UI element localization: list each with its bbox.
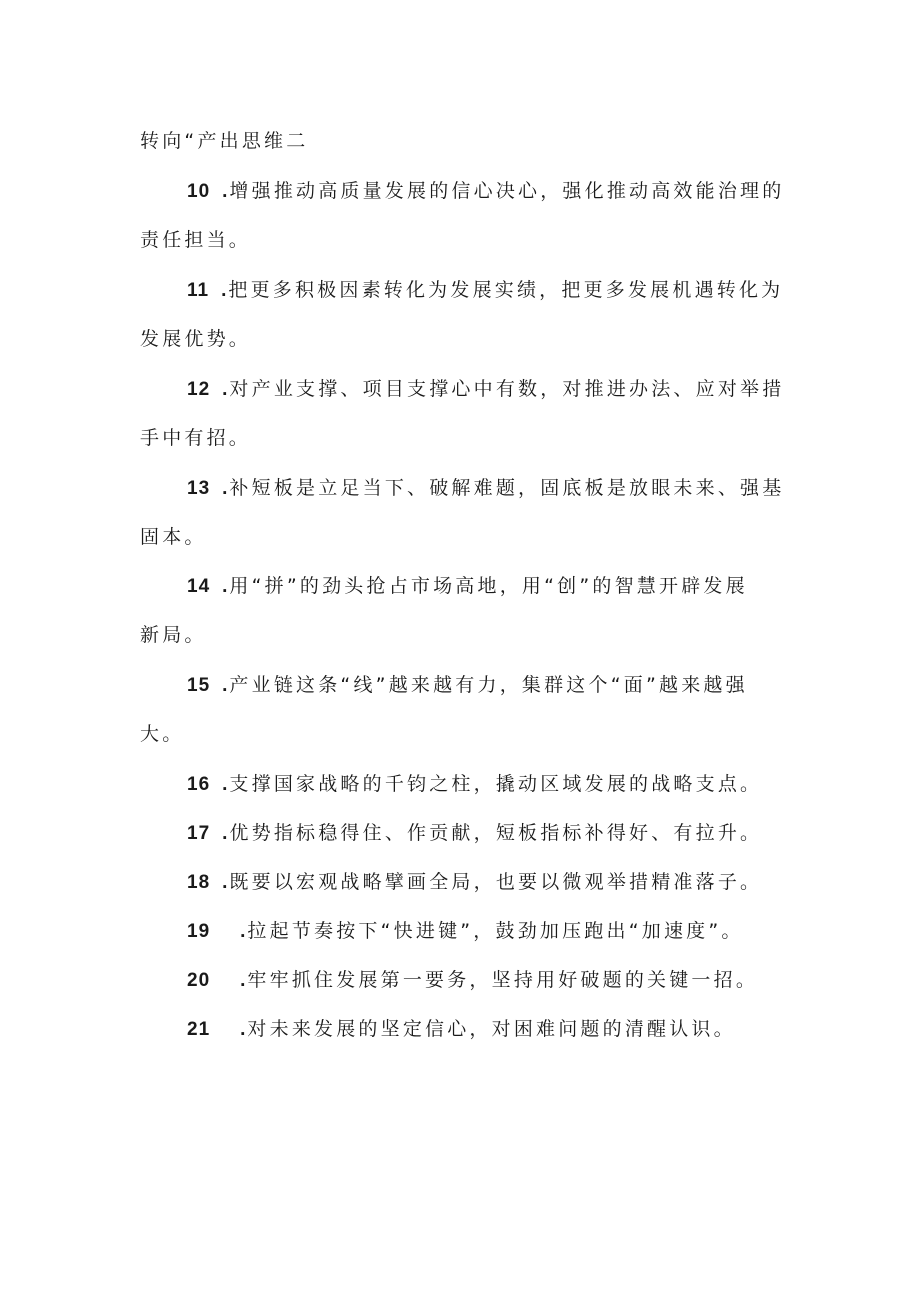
item-number: 14 <box>187 576 211 597</box>
item-number: 20 <box>187 970 211 991</box>
item-text: 把更多积极因素转化为发展实绩，把更多发展机遇转化为 <box>228 279 784 301</box>
list-item-17 <box>187 820 762 847</box>
item-number: 13 <box>187 478 211 499</box>
item-separator: . <box>240 921 246 942</box>
item-number: 21 <box>187 1019 211 1040</box>
item-number: 19 <box>187 921 211 942</box>
list-item-19 <box>187 918 744 945</box>
item-separator: . <box>222 181 228 202</box>
item-number: 10 <box>187 181 211 202</box>
list-item-14 <box>187 573 748 600</box>
list-item-10 <box>187 178 784 205</box>
item-text: 产业链这条“线”越来越有力，集群这个“面”越来越强 <box>229 674 748 696</box>
item-separator: . <box>222 478 228 499</box>
item-text: 增强推动高质量发展的信心决心，强化推动高效能治理的 <box>229 180 785 202</box>
item-separator: . <box>222 675 228 696</box>
item-number: 12 <box>187 379 211 400</box>
list-item-11 <box>187 277 783 304</box>
item-number: 16 <box>187 774 211 795</box>
item-text: 既要以宏观战略擘画全局，也要以微观举措精准落子。 <box>229 871 763 893</box>
item-separator: . <box>240 1019 246 1040</box>
item-number: 18 <box>187 872 211 893</box>
item-separator: . <box>222 379 228 400</box>
list-item-20 <box>187 967 758 994</box>
list-item-15 <box>187 672 748 699</box>
list-item-10-continuation: 责任担当。 <box>140 229 252 251</box>
intro-continuation-line: 转向“产出思维二 <box>140 130 309 152</box>
list-item-11-continuation: 发展优势。 <box>140 328 252 350</box>
item-text: 用“拼”的劲头抢占市场高地，用“创”的智慧开辟发展 <box>229 575 748 597</box>
list-item-13 <box>187 475 784 502</box>
item-number: 15 <box>187 675 211 696</box>
list-item-21 <box>187 1016 736 1043</box>
item-text: 对产业支撑、项目支撑心中有数，对推进办法、应对举措 <box>229 378 785 400</box>
item-text: 支撑国家战略的千钧之柱，撬动区域发展的战略支点。 <box>229 773 763 795</box>
item-separator: . <box>222 774 228 795</box>
list-item-15-continuation: 大。 <box>140 723 185 745</box>
list-item-16 <box>187 771 762 798</box>
list-item-12 <box>187 376 784 403</box>
item-separator: . <box>222 576 228 597</box>
item-text: 优势指标稳得住、作贡献，短板指标补得好、有拉升。 <box>229 822 763 844</box>
item-number: 11 <box>187 280 210 301</box>
item-text: 牢牢抓住发展第一要务，坚持用好破题的关键一招。 <box>247 969 759 991</box>
item-text: 对未来发展的坚定信心，对困难问题的清醒认识。 <box>247 1018 736 1040</box>
list-item-18 <box>187 869 762 896</box>
list-item-14-continuation: 新局。 <box>140 624 207 646</box>
item-separator: . <box>222 823 228 844</box>
item-text: 补短板是立足当下、破解难题，固底板是放眼未来、强基 <box>229 477 785 499</box>
item-separator: . <box>222 872 228 893</box>
list-item-12-continuation: 手中有招。 <box>140 427 252 449</box>
item-separator: . <box>240 970 246 991</box>
item-text: 拉起节奏按下“快进键”，鼓劲加压跑出“加速度”。 <box>247 920 744 942</box>
list-item-13-continuation: 固本。 <box>140 526 207 548</box>
item-number: 17 <box>187 823 211 844</box>
item-separator: . <box>221 280 227 301</box>
